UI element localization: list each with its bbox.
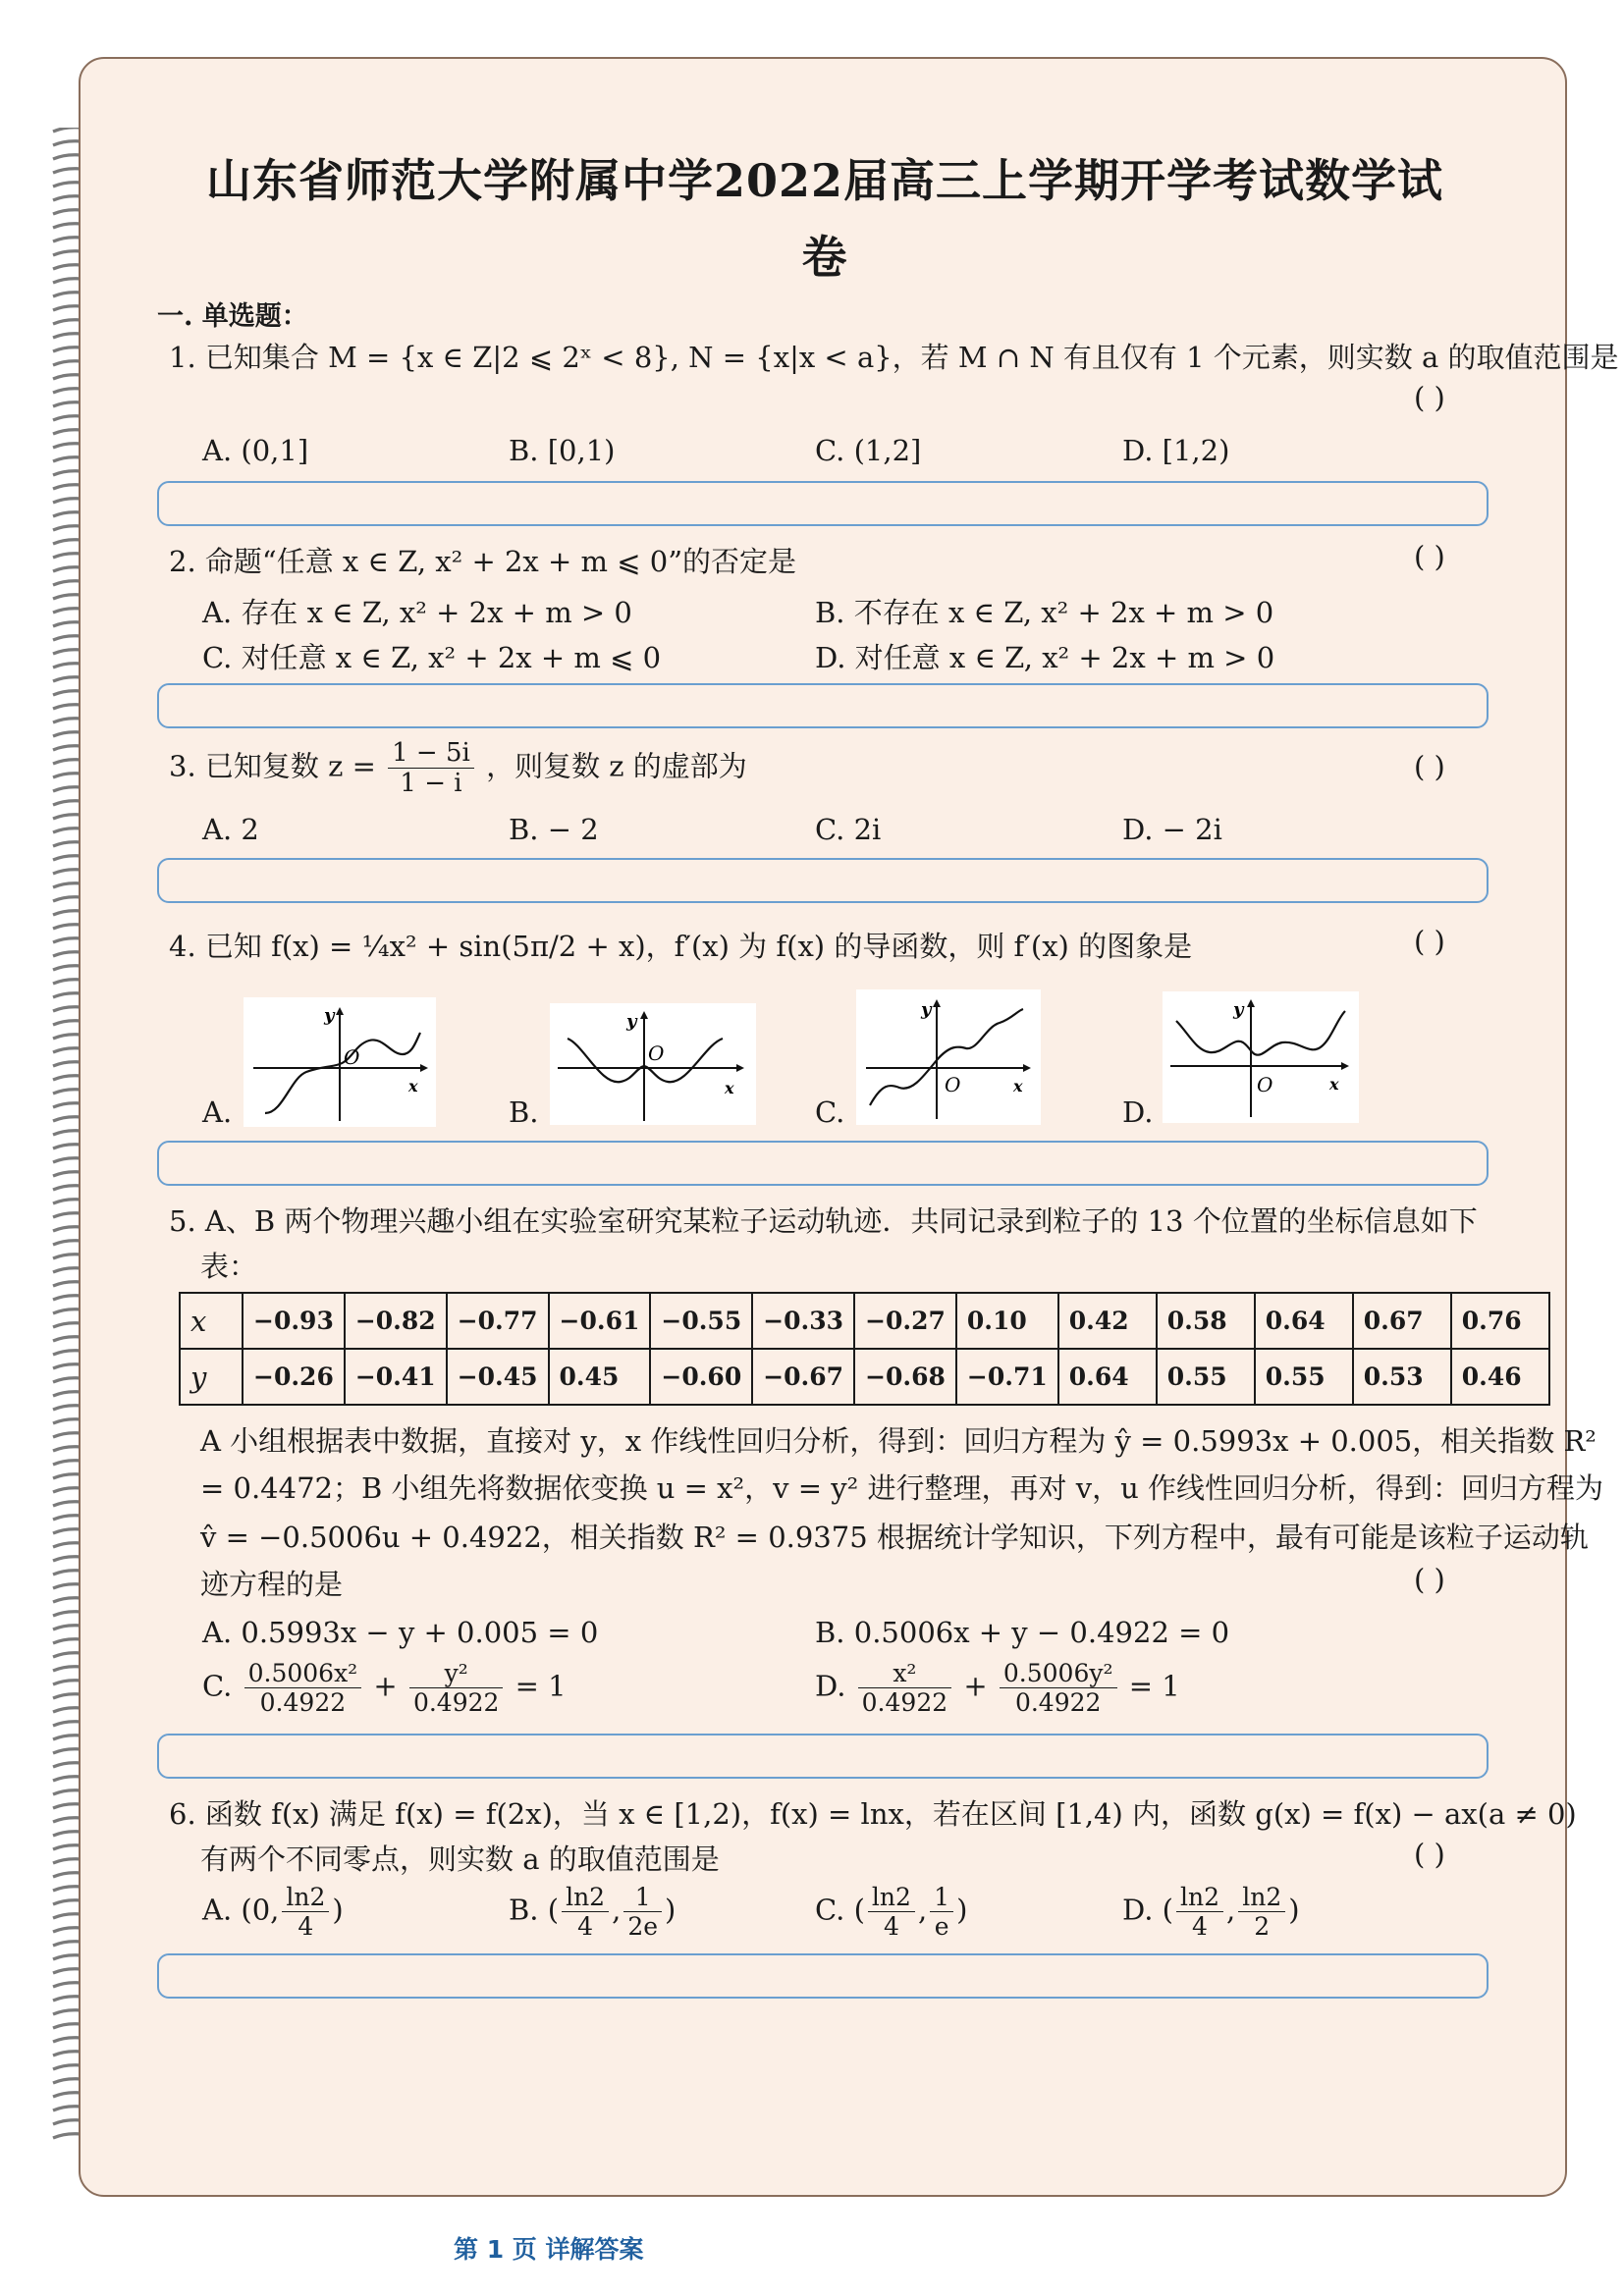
fraction: $\frac{1}{e}$ [930, 1885, 953, 1939]
q6-option-a[interactable]: A. (0, $\frac{\ln 2}{4}$ ) [202, 1883, 344, 1941]
table-cell: −0.77 [447, 1293, 549, 1349]
table-cell: 0.64 [1255, 1293, 1353, 1349]
q2-option-a[interactable]: A. 存在 x ∈ Z, x² + 2x + m > 0 [202, 596, 632, 629]
coordinate-table [179, 1292, 1550, 1406]
answer-paren: ( ) [1414, 1563, 1445, 1596]
table-cell: −0.33 [752, 1293, 854, 1349]
q6-option-d[interactable]: D. ( $\frac{\ln 2}{4}$ , $\frac{\ln 2}{2}$ ) [1122, 1883, 1300, 1941]
graph-b[interactable] [550, 1003, 756, 1125]
y-label: y [626, 1011, 637, 1032]
page-title: 山东省师范大学附属中学2022届高三上学期开学考试数学试 [205, 154, 1444, 207]
y-label: y [324, 1005, 335, 1026]
q1-option-c[interactable]: C. (1,2] [815, 434, 922, 467]
q4-option-b[interactable]: B. [509, 1095, 539, 1129]
page-title-cont: 卷 [801, 231, 848, 284]
table-cell: 0.45 [549, 1349, 651, 1405]
fraction: $\frac{\text{0.5006x²}}{0.4922}$ [244, 1661, 362, 1715]
fraction: $\frac{\ln 2}{4}$ [282, 1885, 329, 1939]
origin-label: O [1257, 1073, 1273, 1096]
fraction: $\frac{\ln 2}{4}$ [868, 1885, 915, 1939]
x-arrow-icon [1023, 1064, 1031, 1072]
q5-paragraph-line1: A 小组根据表中数据，直接对 y，x 作线性回归分析，得到：回归方程为 ŷ = 0.5993x + 0.005，相关指数 R² [200, 1424, 1597, 1458]
question-6-stem: 6. 函数 f(x) 满足 f(x) = f(2x)，当 x ∈ [1,2)，f(x) = lnx，若在区间 [1,4) 内，函数 g(x) = f(x) − ax(a ≠ 0) [169, 1797, 1577, 1831]
question-5-stem-cont: 表： [200, 1250, 258, 1283]
table-cell: 0.76 [1451, 1293, 1549, 1349]
q2-option-d[interactable]: D. 对任意 x ∈ Z, x² + 2x + m > 0 [815, 641, 1275, 674]
table-cell: −0.93 [243, 1293, 345, 1349]
q5-paragraph-line3: v̂ = −0.5006u + 0.4922，相关指数 R² = 0.9375 根据统计学知识，下列方程中，最有可能是该粒子运动轨 [200, 1521, 1589, 1554]
x-arrow-icon [420, 1064, 428, 1072]
q4-option-c[interactable]: C. [815, 1095, 845, 1129]
curve [1176, 1011, 1345, 1055]
table-cell: 0.67 [1353, 1293, 1451, 1349]
x-label: x [725, 1079, 734, 1097]
table-row-x [180, 1293, 1549, 1349]
graph-a[interactable] [244, 997, 436, 1127]
question-5-stem: 5. A、B 两个物理兴趣小组在实验室研究某粒子运动轨迹．共同记录到粒子的 13 个位置的坐标信息如下 [169, 1204, 1478, 1238]
page-footer: 第 1 页 详解答案 [454, 2235, 644, 2264]
x-label: x [1013, 1077, 1023, 1095]
fraction: $\frac{\text{x²}}{0.4922}$ [858, 1661, 951, 1715]
table-cell: −0.61 [549, 1293, 651, 1349]
x-arrow-icon [1341, 1062, 1349, 1070]
q3-option-d[interactable]: D. − 2i [1122, 813, 1222, 846]
curve [265, 1033, 420, 1113]
fraction: $\frac{\ln 2}{2}$ [1238, 1885, 1285, 1939]
origin-label: O [945, 1073, 961, 1096]
answer-paren: ( ) [1414, 1838, 1445, 1871]
q5-paragraph-line2: = 0.4472；B 小组先将数据依变换 u = x²，v = y² 进行整理，再对 v，u 作线性回归分析，得到：回归方程为 [200, 1471, 1603, 1505]
table-cell: 0.42 [1058, 1293, 1157, 1349]
table-cell: −0.45 [447, 1349, 549, 1405]
answer-box-1[interactable] [157, 481, 1489, 526]
q1-option-d[interactable]: D. [1,2) [1122, 434, 1230, 467]
table-cell: −0.27 [854, 1293, 956, 1349]
answer-paren: ( ) [1414, 540, 1445, 573]
table-cell: 0.58 [1157, 1293, 1255, 1349]
fraction: $\frac{\ln 2}{4}$ [1176, 1885, 1223, 1939]
table-cell: −0.60 [650, 1349, 752, 1405]
table-cell: −0.41 [345, 1349, 447, 1405]
x-label: x [1329, 1075, 1339, 1094]
x-label: x [408, 1077, 418, 1095]
q1-option-b[interactable]: B. [0,1) [509, 434, 616, 467]
origin-label: O [648, 1041, 665, 1065]
table-header-x: x [180, 1293, 243, 1349]
table-cell: 0.53 [1353, 1349, 1451, 1405]
question-3-stem: 3. 已知复数 z = $\frac{1 - 5i}{1 - i}$ ，则复数 z 的虚部为 [169, 738, 747, 798]
table-header-y: y [180, 1349, 243, 1405]
y-arrow-icon [933, 999, 941, 1007]
q6-option-b[interactable]: B. ( $\frac{\ln 2}{4}$ , $\frac{1}{2e}$ ) [509, 1883, 677, 1941]
table-cell: −0.82 [345, 1293, 447, 1349]
y-arrow-icon [336, 1007, 344, 1015]
y-label: y [1233, 999, 1244, 1020]
question-2-stem: 2. 命题“任意 x ∈ Z, x² + 2x + m ⩽ 0”的否定是 [169, 545, 797, 578]
graph-d[interactable] [1163, 991, 1359, 1123]
table-cell: 0.46 [1451, 1349, 1549, 1405]
answer-box-3[interactable] [157, 858, 1489, 903]
table-cell: 0.64 [1058, 1349, 1157, 1405]
section-heading: 一. 单选题： [157, 301, 308, 332]
table-cell: 0.55 [1157, 1349, 1255, 1405]
answer-paren: ( ) [1414, 381, 1445, 414]
q5-option-c[interactable]: C. $\frac{\text{0.5006x²}}{0.4922}$ + $\frac{\text{y²}}{0.4922}$ = 1 [202, 1659, 567, 1717]
q2-option-c[interactable]: C. 对任意 x ∈ Z, x² + 2x + m ⩽ 0 [202, 641, 662, 674]
q5-paragraph-line4: 迹方程的是 [200, 1568, 344, 1601]
fraction: $\frac{\text{y²}}{0.4922}$ [409, 1661, 503, 1715]
q2-option-b[interactable]: B. 不存在 x ∈ Z, x² + 2x + m > 0 [815, 596, 1274, 629]
answer-box-4[interactable] [157, 1141, 1489, 1186]
table-cell: 0.10 [956, 1293, 1058, 1349]
q1-option-a[interactable]: A. (0,1] [202, 434, 309, 467]
answer-box-2[interactable] [157, 683, 1489, 728]
fraction: $\frac{1}{2e}$ [623, 1885, 662, 1939]
question-1-stem: 1. 已知集合 M = {x ∈ Z|2 ⩽ 2ˣ < 8}, N = {x|x < a}，若 M ∩ N 有且仅有 1 个元素，则实数 a 的取值范围是 [169, 341, 1619, 374]
fraction: $\frac{\text{0.5006y²}}{0.4922}$ [1000, 1661, 1117, 1715]
table-row-y [180, 1349, 1549, 1405]
graph-c[interactable] [856, 989, 1041, 1125]
table-cell: −0.67 [752, 1349, 854, 1405]
q3-option-a[interactable]: A. 2 [202, 813, 259, 846]
answer-paren: ( ) [1414, 925, 1445, 958]
question-4-stem: 4. 已知 f(x) = ¼x² + sin(5π/2 + x)，f′(x) 为 f(x) 的导函数，则 f′(x) 的图象是 [169, 930, 1193, 963]
q5-option-b[interactable]: B. 0.5006x + y − 0.4922 = 0 [815, 1616, 1230, 1649]
y-arrow-icon [640, 1011, 648, 1019]
origin-label: O [344, 1045, 360, 1069]
answer-box-6[interactable] [157, 1953, 1489, 1999]
y-arrow-icon [1247, 999, 1255, 1007]
x-arrow-icon [736, 1064, 744, 1072]
q3-option-c[interactable]: C. 2i [815, 813, 882, 846]
table-cell: −0.26 [243, 1349, 345, 1405]
fraction: $\frac{\ln 2}{4}$ [562, 1885, 609, 1939]
table-cell: 0.55 [1255, 1349, 1353, 1405]
answer-paren: ( ) [1414, 750, 1445, 783]
q3-option-b[interactable]: B. − 2 [509, 813, 599, 846]
table-cell: −0.71 [956, 1349, 1058, 1405]
table-cell: −0.68 [854, 1349, 956, 1405]
answer-box-5[interactable] [157, 1734, 1489, 1779]
fraction: $\frac{1 - 5i}{1 - i}$ [388, 740, 474, 796]
q5-option-a[interactable]: A. 0.5993x − y + 0.005 = 0 [202, 1616, 599, 1649]
q6-option-c[interactable]: C. ( $\frac{\ln 2}{4}$ , $\frac{1}{e}$ ) [815, 1883, 968, 1941]
q5-option-d[interactable]: D. $\frac{\text{x²}}{0.4922}$ + $\frac{\text{0.5006y²}}{0.4922}$ = 1 [815, 1659, 1180, 1717]
q4-option-d[interactable]: D. [1122, 1095, 1154, 1129]
q4-option-a[interactable]: A. [202, 1095, 233, 1129]
table-cell: −0.55 [650, 1293, 752, 1349]
y-label: y [921, 999, 932, 1020]
question-6-stem-cont: 有两个不同零点，则实数 a 的取值范围是 [200, 1842, 720, 1876]
